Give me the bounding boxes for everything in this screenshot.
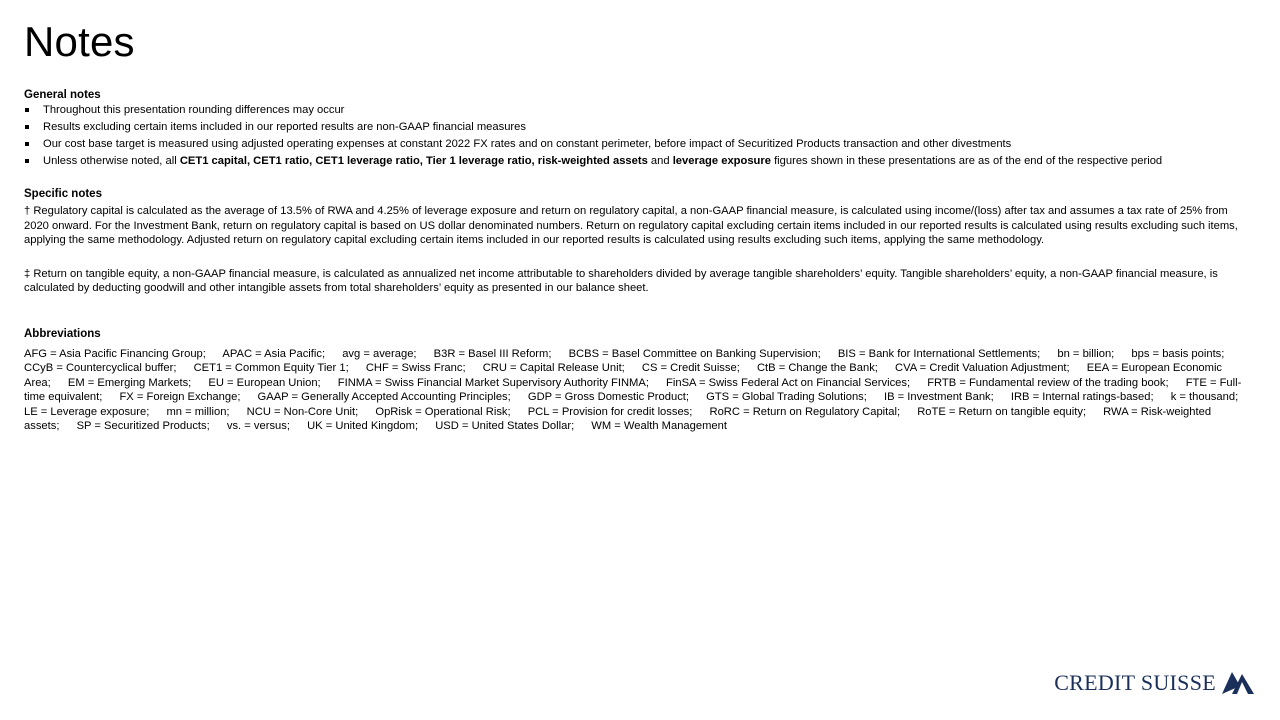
abbreviation-item: CtB = Change the Bank; (756, 362, 878, 374)
specific-notes-heading: Specific notes (24, 188, 102, 200)
abbreviation-item: CS = Credit Suisse; (641, 362, 740, 374)
abbreviation-item: APAC = Asia Pacific; (222, 347, 326, 360)
abbreviation-item: GAAP = Generally Accepted Accounting Principles; (257, 391, 511, 403)
abbreviation-item: vs. = versus; (226, 420, 290, 432)
item-bold-text: leverage exposure (672, 155, 771, 167)
item-text: and (647, 155, 673, 167)
general-notes-heading: General notes (24, 89, 101, 101)
abbreviation-item: NCU = Non-Core Unit; (246, 405, 359, 418)
regulatory-capital-note: † Regulatory capital is calculated as the average of 13.5% of RWA and 4.25% of leverage exposure and return on regulatory capital, a non-GAAP financial measure, is calculated using income/(loss) after tax and assumes a tax rate of 25% from 2020 onward. For the Investment Bank, return on regulatory capital is based on US dollar denominated numbers. Return on regulatory capital excluding certain items included in our reported results is calculated using results excluding such items, applying the same methodology. Adjusted return on regulatory capital excluding certain items included in our reported results is calculated using results excluding such items, applying the same methodology. (24, 205, 1238, 246)
general-notes-section (24, 88, 1256, 170)
general-notes-list (24, 102, 1256, 170)
abbreviation-item: USD = United States Dollar; (435, 420, 575, 432)
abbreviation-item: bn = billion; (1057, 347, 1115, 360)
abbreviation-item: FX = Foreign Exchange; (119, 391, 241, 403)
abbreviation-item: RoRC = Return on Regulatory Capital; (709, 405, 901, 418)
abbreviation-item: BIS = Bank for International Settlements; (837, 347, 1041, 360)
abbreviation-item: CVA = Credit Valuation Adjustment; (895, 362, 1070, 374)
abbreviation-item: B3R = Basel III Reform; (433, 347, 552, 360)
notes-page (24, 18, 1256, 434)
logo-text: CREDIT SUISSE (1054, 670, 1216, 695)
item-text: Unless otherwise noted, all (43, 155, 180, 167)
item-text: figures shown in these presentations are as of the end of the respective period (770, 155, 1163, 167)
sails-icon (1220, 670, 1256, 696)
abbreviation-item: EU = European Union; (208, 376, 321, 389)
abbreviation-item: FRTB = Fundamental review of the trading book; (927, 376, 1169, 389)
specific-notes-section (24, 187, 1256, 296)
abbreviation-item: IRB = Internal ratings-based; (1010, 391, 1154, 403)
abbreviation-item: OpRisk = Operational Risk; (375, 405, 511, 418)
list-item: Our cost base target is measured using adjusted operating expenses at constant 2022 FX rates and on constant perimeter, before impact of Securitized Products transaction and other divestments (24, 136, 1256, 153)
abbreviation-item: mn = million; (166, 405, 230, 418)
abbreviation-item: AFG = Asia Pacific Financing Group; (24, 347, 206, 360)
abbreviation-item: CCyB = Countercyclical buffer; (24, 362, 177, 374)
abbreviation-item: RWA = Risk-weighted assets; (24, 405, 1212, 432)
abbreviation-item: UK = United Kingdom; (307, 420, 419, 432)
abbreviations-list (24, 347, 1256, 434)
abbreviation-item: CHF = Swiss Franc; (365, 362, 466, 374)
abbreviation-item: GTS = Global Trading Solutions; (706, 391, 867, 403)
abbreviation-item: bps = basis points; (1131, 347, 1225, 360)
credit-suisse-logo (1054, 670, 1256, 696)
abbreviation-item: k = thousand; (1170, 391, 1239, 403)
list-item: Results excluding certain items included in our reported results are non-GAAP financial measures (24, 119, 1256, 136)
abbreviations-section (24, 327, 1256, 434)
list-item (24, 153, 1256, 170)
abbreviation-item: FTE = Full-time equivalent; (24, 376, 1242, 403)
abbreviation-item: CRU = Capital Release Unit; (482, 362, 625, 374)
abbreviation-item: BCBS = Basel Committee on Banking Supervision; (568, 347, 821, 360)
abbreviation-item: FINMA = Swiss Financial Market Supervisory Authority FINMA; (337, 376, 649, 389)
abbreviation-item: CET1 = Common Equity Tier 1; (193, 362, 349, 374)
page-title: Notes (24, 18, 135, 65)
list-item: Throughout this presentation rounding differences may occur (24, 102, 1256, 119)
abbreviation-item: avg = average; (342, 347, 417, 360)
abbreviation-item: SP = Securitized Products; (76, 420, 210, 432)
tangible-equity-note: ‡ Return on tangible equity, a non-GAAP financial measure, is calculated as annualized net income attributable to shareholders divided by average tangible shareholders’ equity. Tangible shareholders’ equity, a non-GAAP financial measure, is calculated by deducting goodwill and other intangible assets from total shareholders’ equity as presented in our balance sheet. (24, 267, 1218, 294)
abbreviation-item: RoTE = Return on tangible equity; (917, 405, 1087, 418)
abbreviation-item: WM = Wealth Management (591, 420, 727, 432)
item-bold-text: CET1 capital, CET1 ratio, CET1 leverage ratio, Tier 1 leverage ratio, risk-weighted assets (179, 155, 648, 167)
abbreviation-item: LE = Leverage exposure; (24, 405, 150, 418)
abbreviation-item: FinSA = Swiss Federal Act on Financial Services; (666, 376, 911, 389)
abbreviations-heading: Abbreviations (24, 327, 101, 340)
abbreviation-item: PCL = Provision for credit losses; (527, 405, 693, 418)
abbreviation-item: EM = Emerging Markets; (67, 376, 192, 389)
abbreviation-item: GDP = Gross Domestic Product; (527, 391, 690, 403)
abbreviation-item: IB = Investment Bank; (883, 391, 994, 403)
abbreviation-item: EEA = European Economic Area; (24, 362, 1223, 389)
